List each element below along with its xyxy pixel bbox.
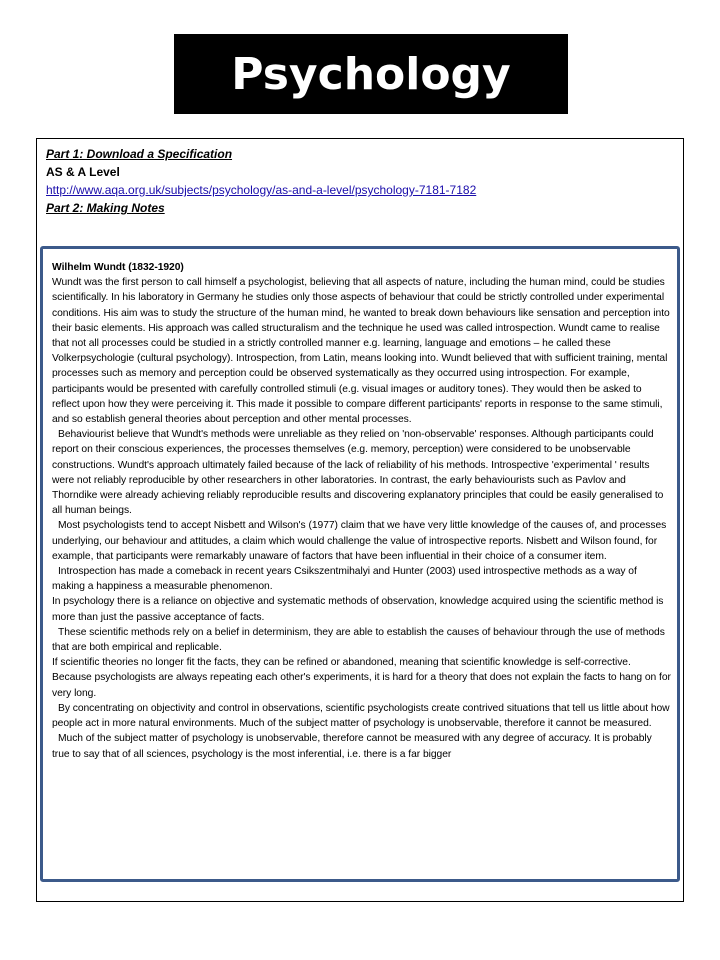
level-label: AS & A Level <box>46 165 120 179</box>
notes-paragraph: Wundt was the first person to call himself a psychologist, believing that all aspects of nature, including the human mind, could be studies scientifically. In his laboratory in Germany he studies only those aspects of behaviour that could be strictly controlled under experimental conditions. His aim was to study the structure of the human mind, he wanted to break down behaviours like sensation and perception into their basic elements. His approach was called structuralism and the technique he used was called introspection. Wundt came to realise that not all processes could be studied in a strictly controlled manner e.g. learning, language and emotions – he called these Volkerpsychologie (cultural psychology). Introspection, from Latin, means looking into. Wundt believed that with sufficient training, mental processes such as memory and perception could be observed systematically as they occurred using introspection. For example, participants would be presented with carefully controlled stimuli (e.g. visual images or auditory tones). They would then be asked to reflect upon how they were perceiving it. This made it possible to compare different participants' reports in response to the same stimuli, and so establish general theories about perception and other mental processes. <box>52 277 670 426</box>
notes-content <box>52 260 672 872</box>
notes-paragraph: In psychology there is a reliance on objective and systematic methods of observation, knowledge acquired using the scientific method is more than just the passive acceptance of facts. <box>52 596 664 623</box>
page-title: Psychology <box>231 48 511 100</box>
header-block <box>46 145 676 217</box>
part2-label: Part 2: Making Notes <box>46 201 165 215</box>
notes-paragraph: Introspection has made a comeback in recent years Csikszentmihalyi and Hunter (2003) used introspective methods as a way of making a happiness a measurable phenomenon. <box>52 566 637 593</box>
part1-label: Part 1: Download a Specification <box>46 147 233 161</box>
notes-paragraph: Most psychologists tend to accept Nisbett and Wilson's (1977) claim that we have very little knowledge of the causes of, and processes underlying, our behaviour and attitudes, a claim which would challenge the value of introspective reports. Nisbett and Wilson found, for example, that participants were remarkably unaware of factors that have been influential in their choice of a consumer item. <box>52 520 667 562</box>
notes-heading: Wilhelm Wundt (1832-1920) <box>52 262 184 273</box>
specification-link[interactable]: http://www.aqa.org.uk/subjects/psychology/as-and-a-level/psychology-7181-7182 <box>46 183 477 197</box>
notes-paragraph: Behaviourist believe that Wundt's methods were unreliable as they relied on 'non-observable' responses. Although participants could report on their conscious experiences, the processes themselves (e.g. memory, perception) were considered to be unobservable constructions. Wundt's approach ultimately failed because of the lack of reliability of his methods. Introspective 'experimental ' results were not reliably reproducible by other researchers in other laboratories. In contrast, the early behaviourists such as Pavlov and Thorndike were already achieving reliably reproducible results and discovering explanatory principles that could be easily generalised to all human beings. <box>52 429 664 517</box>
notes-paragraph: By concentrating on objectivity and control in observations, scientific psychologists create contrived situations that tell us little about how people act in more natural environments. Much of the subject matter of psychology is unobservable, therefore it cannot be measured. <box>52 702 670 730</box>
notes-paragraph: If scientific theories no longer fit the facts, they can be refined or abandoned, meaning that scientific knowledge is self-corrective. Because psychologists are always repeating each other's experiments, it is hard for a theory that does not explain the facts to hang on for very long. <box>52 657 671 699</box>
notes-paragraph: These scientific methods rely on a belief in determinism, they are able to establish the causes of behaviour through the use of methods that are both empirical and replicable. <box>52 626 665 654</box>
notes-paragraph: Much of the subject matter of psychology is unobservable, therefore cannot be measured with any degree of accuracy. It is probably true to say that of all sciences, psychology is the most inferential, i.e. there is a far bigger <box>52 733 652 760</box>
title-banner <box>174 34 568 114</box>
